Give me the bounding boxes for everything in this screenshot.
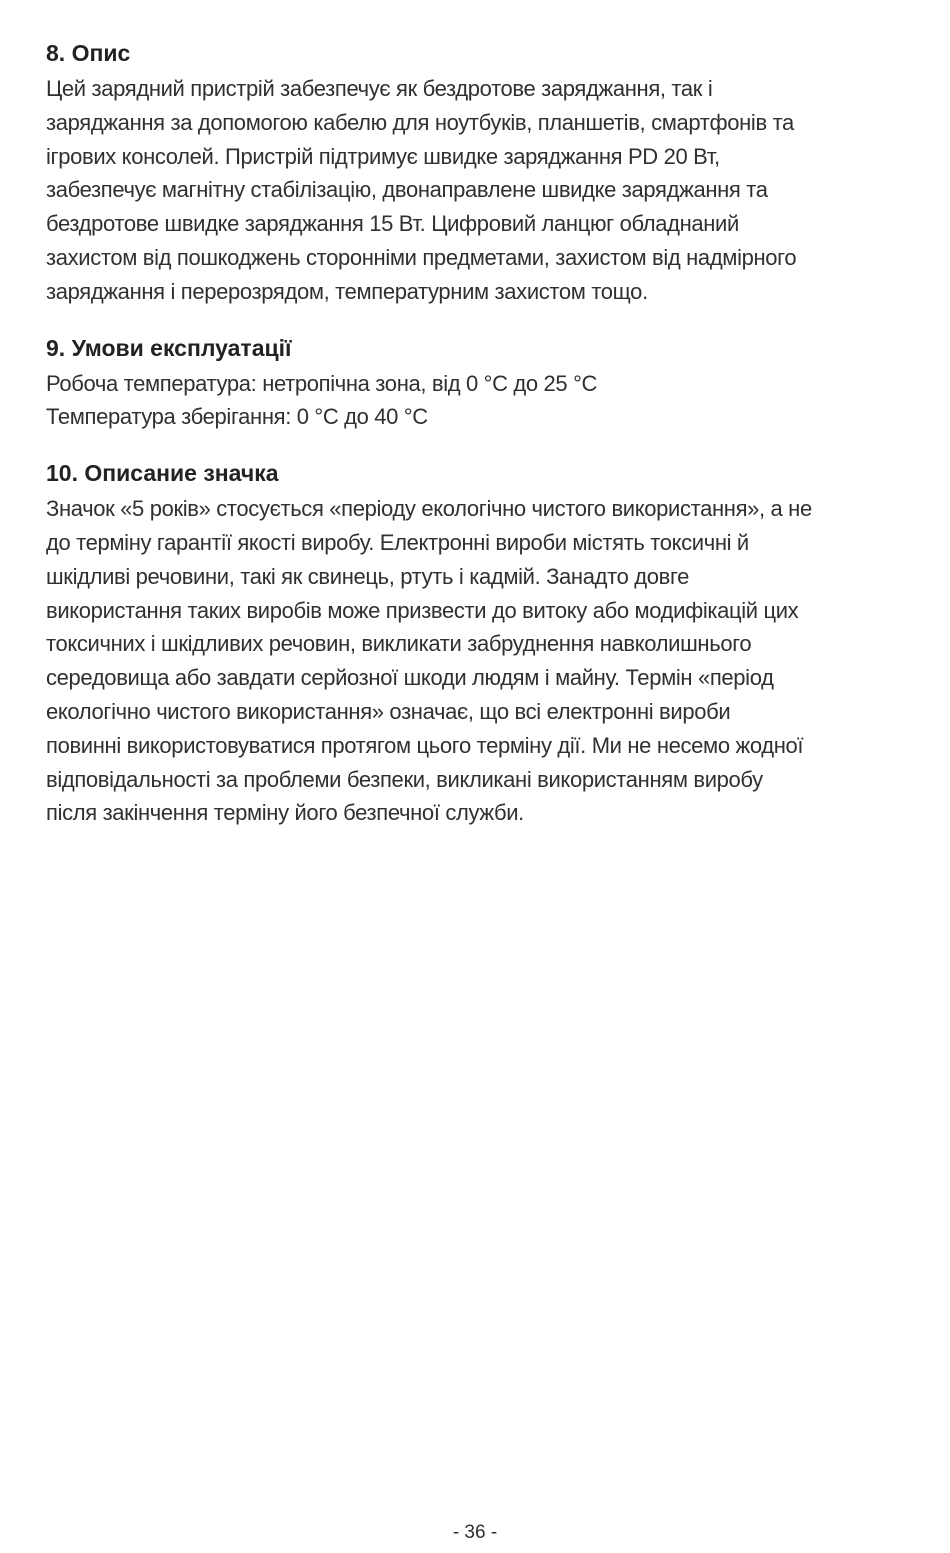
paragraph-line: токсичних і шкідливих речовин, викликати забруднення навколишнього	[46, 631, 752, 657]
section-heading: 10. Описание значка	[46, 460, 279, 487]
paragraph-line: Цей зарядний пристрій забезпечує як бездротове заряджання, так і	[46, 76, 713, 101]
paragraph-line: заряджання за допомогою кабелю для ноутбуків, планшетів, смартфонів та	[46, 109, 794, 135]
section-heading: 8. Опис	[46, 40, 131, 66]
paragraph-line: Значок «5 років» стосується «періоду екологічно чистого використання», а не	[46, 496, 812, 522]
paragraph-line: захистом від пошкоджень сторонніми предметами, захистом від надмірного	[46, 244, 797, 270]
paragraph-line: екологічно чистого використання» означає, що всі електронні вироби	[46, 698, 731, 724]
paragraph-line: відповідальності за проблеми безпеки, викликані використанням виробу	[46, 766, 763, 792]
paragraph-line: до терміну гарантії якості виробу. Електронні вироби містять токсичні й	[46, 529, 749, 555]
paragraph-line: Робоча температура: нетропічна зона, від 0 °C до 25 °C	[46, 370, 598, 396]
section-body	[46, 72, 906, 309]
paragraph-line: бездротове швидке заряджання 15 Вт. Цифровий ланцюг обладнаний	[46, 211, 739, 237]
section-heading: 9. Умови експлуатації	[46, 334, 292, 361]
section-description	[46, 36, 906, 309]
paragraph-line: шкідливі речовини, такі як свинець, ртуть і кадмій. Занадто довге	[46, 563, 690, 589]
document-page	[46, 36, 906, 852]
section-body	[46, 367, 906, 435]
paragraph-line: ігрових консолей. Пристрій підтримує швидке заряджання PD 20 Вт,	[46, 143, 720, 169]
paragraph-line: заряджання і перерозрядом, температурним захистом тощо.	[46, 278, 648, 304]
paragraph-line: Температура зберігання: 0 °C до 40 °C	[46, 404, 428, 430]
paragraph-line: повинні використовуватися протягом цього терміну дії. Ми не несемо жодної	[46, 732, 804, 758]
section-body	[46, 492, 906, 830]
paragraph-line: використання таких виробів може призвести до витоку або модифікацій цих	[46, 597, 799, 623]
section-operating-conditions	[46, 331, 906, 435]
paragraph-line: забезпечує магнітну стабілізацію, двонаправлене швидке заряджання та	[46, 177, 768, 203]
paragraph-line: середовища або завдати серйозної шкоди людям і майну. Термін «період	[46, 665, 774, 691]
page-number: - 36 -	[452, 1522, 498, 1543]
section-icon-description	[46, 456, 906, 830]
paragraph-line: після закінчення терміну його безпечної служби.	[46, 800, 524, 826]
